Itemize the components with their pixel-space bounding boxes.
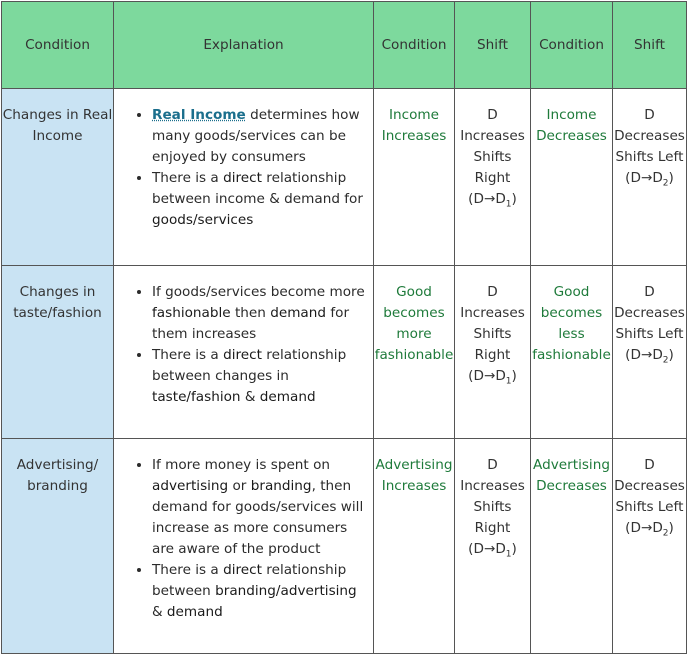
keyword: direct <box>223 170 262 186</box>
shift-line: Decreases <box>614 478 685 494</box>
decrease-shift-cell <box>613 439 687 654</box>
shift-line: Shifts Left <box>615 499 684 515</box>
shift-line: Decreases <box>614 128 685 144</box>
shift-line: Increases <box>460 478 525 494</box>
shift-line: Decreases <box>614 305 685 321</box>
shift-line: Increases <box>460 128 525 144</box>
explanation-list <box>114 282 373 408</box>
shift-notation: $(D\to D_1)$ <box>468 368 517 387</box>
bullet-text: & <box>152 604 167 620</box>
bullet-text: relationship between changes in <box>152 347 347 384</box>
increase-condition-cell: Income Increases <box>374 89 455 266</box>
bullet-text: & <box>240 389 260 405</box>
header-increase-shift: Shift <box>455 2 531 89</box>
explanation-cell <box>114 89 374 266</box>
shift-line: Shifts <box>473 326 512 342</box>
increase-shift-cell <box>455 439 531 654</box>
shift-notation: $(D\to D_2)$ <box>625 520 674 539</box>
header-explanation: Explanation <box>114 2 374 89</box>
demand-shift-table <box>1 1 687 654</box>
keyword: direct <box>223 347 262 363</box>
keyword: branding <box>250 478 312 494</box>
shift-line: Shifts Left <box>615 149 684 165</box>
shift-notation: $(D\to D_1)$ <box>468 191 517 210</box>
increase-shift-cell <box>455 266 531 439</box>
shift-notation: $(D\to D_2)$ <box>625 347 674 366</box>
bullet-text: , then demand for goods/services will increase as more consumers are aware of the product <box>152 478 364 557</box>
increase-condition-cell: Good becomes more fashionable <box>374 266 455 439</box>
bullet-text: There is a <box>152 562 224 578</box>
decrease-shift-cell <box>613 89 687 266</box>
keyword: taste/fashion <box>152 389 241 405</box>
explanation-bullet <box>152 168 369 231</box>
header-increase-condition: Condition <box>374 2 455 89</box>
shift-notation: $(D\to D_1)$ <box>468 541 517 560</box>
keyword: advertising <box>152 478 229 494</box>
decrease-condition-cell: Good becomes less fashionable <box>531 266 613 439</box>
bullet-text: There is a <box>152 170 224 186</box>
shift-line: D <box>487 284 498 300</box>
keyword: branding/advertising <box>215 583 357 599</box>
header-row <box>2 2 687 89</box>
table-row <box>2 266 687 439</box>
bullet-text: If goods/services become more <box>152 284 365 300</box>
decrease-shift-cell <box>613 266 687 439</box>
explanation-list <box>114 105 373 231</box>
increase-shift-cell <box>455 89 531 266</box>
bullet-text: relationship between <box>152 562 347 599</box>
bullet-text: determines how many goods/services can be enjoyed by consumers <box>152 107 360 165</box>
shift-line: Shifts <box>473 149 512 165</box>
shift-line: Right <box>474 170 511 186</box>
shift-line: Right <box>474 520 511 536</box>
keyword: fashionable <box>152 305 231 321</box>
bullet-text: relationship between income & demand for <box>152 170 363 207</box>
header-decrease-condition: Condition <box>531 2 613 89</box>
explanation-cell <box>114 266 374 439</box>
explanation-bullet <box>152 282 369 345</box>
shift-line: D <box>487 107 498 123</box>
decrease-condition-cell: Advertising Decreases <box>531 439 613 654</box>
condition-cell: Changes in taste/fashion <box>2 266 114 439</box>
shift-line: D <box>487 457 498 473</box>
keyword: direct <box>223 562 262 578</box>
condition-cell: Advertising/ branding <box>2 439 114 654</box>
keyword: demand <box>259 389 316 405</box>
shift-line: D <box>644 107 655 123</box>
condition-cell: Changes in Real Income <box>2 89 114 266</box>
bullet-text: If more money is spent on <box>152 457 331 473</box>
explanation-cell <box>114 439 374 654</box>
shift-line: Increases <box>460 305 525 321</box>
header-condition: Condition <box>2 2 114 89</box>
keyword: demand <box>270 305 327 321</box>
increase-condition-cell: Advertising Increases <box>374 439 455 654</box>
shift-notation: $(D\to D_2)$ <box>625 170 674 189</box>
shift-line: D <box>644 284 655 300</box>
shift-line: Shifts Left <box>615 326 684 342</box>
keyword: demand <box>166 604 223 620</box>
shift-line: D <box>644 457 655 473</box>
bullet-text: then <box>230 305 271 321</box>
table-row <box>2 439 687 654</box>
bullet-text: for them increases <box>152 305 350 342</box>
shift-line: Shifts <box>473 499 512 515</box>
table-row <box>2 89 687 266</box>
explanation-list <box>114 455 373 623</box>
decrease-condition-cell: Income Decreases <box>531 89 613 266</box>
explanation-bullet <box>152 105 369 168</box>
explanation-bullet <box>152 560 369 623</box>
keyword: goods/services <box>152 212 254 228</box>
bullet-text: or <box>228 478 251 494</box>
explanation-bullet <box>152 455 369 560</box>
header-decrease-shift: Shift <box>613 2 687 89</box>
real-income-term: Real Income <box>152 107 246 123</box>
shift-line: Right <box>474 347 511 363</box>
explanation-bullet <box>152 345 369 408</box>
bullet-text: There is a <box>152 347 224 363</box>
